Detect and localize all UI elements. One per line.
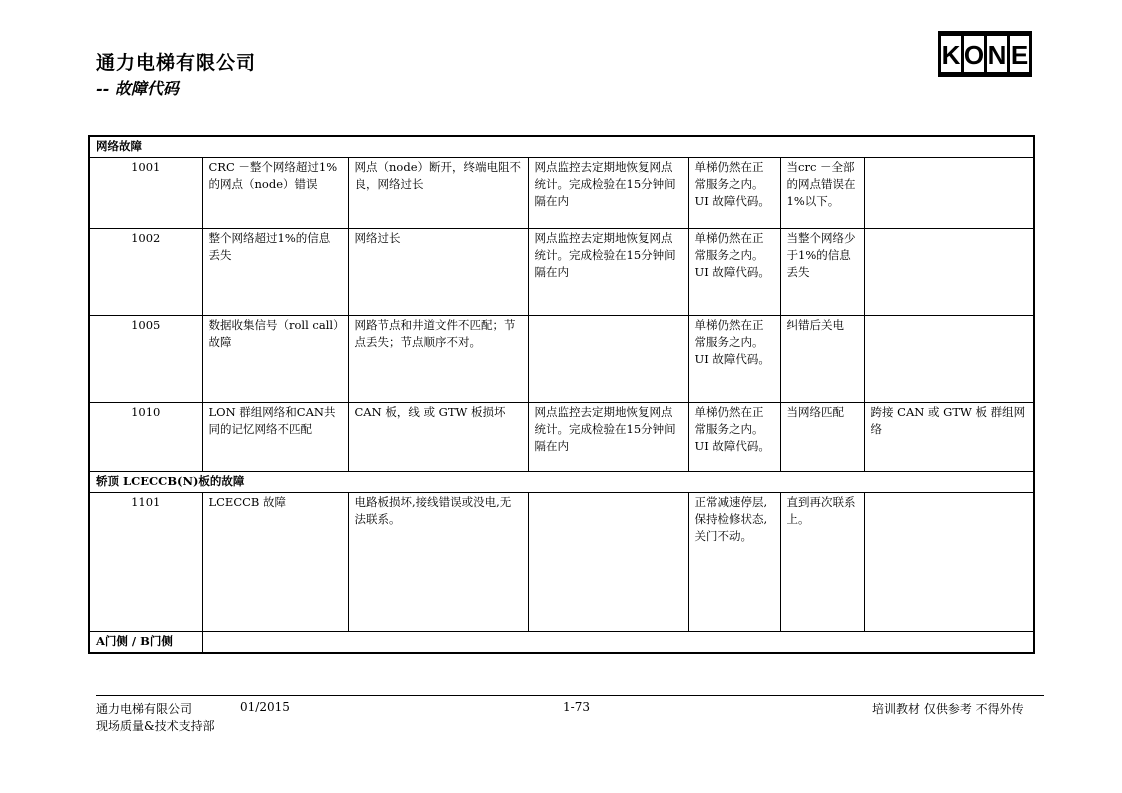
fault-note: [864, 158, 1034, 229]
fault-note: 跨接 CAN 或 GTW 板 群组网络: [864, 403, 1034, 472]
fault-code: 1001: [89, 158, 202, 229]
fault-code: 1010: [89, 403, 202, 472]
fault-code: 1002: [89, 229, 202, 316]
section-header-car-top-board: [89, 472, 1034, 493]
table-row: [89, 316, 1034, 403]
document-subtitle: -- 故障代码: [96, 79, 179, 98]
section-header-network: [89, 136, 1034, 158]
fault-reset: 当整个网络少于1%的信息丢失: [780, 229, 864, 316]
fault-cause: 电路板损坏,接线错误或没电,无法联系。: [348, 493, 528, 632]
svg-text:N: N: [987, 40, 1007, 70]
fault-note: [864, 229, 1034, 316]
svg-text:K: K: [941, 40, 961, 70]
table-row: [89, 493, 1034, 632]
fault-effect: 单梯仍然在正常服务之内。UI 故障代码。: [688, 403, 780, 472]
fault-name: CRC －整个网络超过1%的网点（node）错误: [202, 158, 348, 229]
fault-effect: 单梯仍然在正常服务之内。UI 故障代码。: [688, 229, 780, 316]
table-row: [89, 403, 1034, 472]
fault-name: LON 群组网络和CAN共同的记忆网络不匹配: [202, 403, 348, 472]
section-title: A门侧 / B门侧: [89, 632, 202, 654]
fault-cause: 网络过长: [348, 229, 528, 316]
footer-date: 01/2015: [240, 700, 290, 714]
footer-page-number: 1-73: [563, 700, 590, 714]
fault-name: 整个网络超过1%的信息丢失: [202, 229, 348, 316]
fault-note: [864, 316, 1034, 403]
svg-text:E: E: [1010, 40, 1029, 70]
fault-note: [864, 493, 1034, 632]
fault-code: 1101: [89, 493, 202, 632]
fault-action: 网点监控去定期地恢复网点统计。完成检验在15分钟间隔在内: [528, 403, 688, 472]
kone-logo: [938, 31, 1032, 77]
fault-reset: 当crc －全部的网点错误在1%以下。: [780, 158, 864, 229]
fault-code-table: [88, 135, 1035, 654]
footer-divider: [96, 695, 1044, 696]
footer-confidentiality-note: 培训教材 仅供参考 不得外传: [872, 702, 1024, 716]
kone-logo-mark: [938, 31, 1032, 77]
fault-name: LCECCB 故障: [202, 493, 348, 632]
section-header-door-side: [89, 632, 1034, 654]
footer-department: 现场质量&技术支持部: [96, 719, 215, 733]
section-empty-cell: [202, 632, 1034, 654]
fault-reset: 纠错后关电: [780, 316, 864, 403]
fault-action: 网点监控去定期地恢复网点统计。完成检验在15分钟间隔在内: [528, 158, 688, 229]
fault-effect: 单梯仍然在正常服务之内。UI 故障代码。: [688, 158, 780, 229]
table-row: [89, 158, 1034, 229]
fault-action: 网点监控去定期地恢复网点统计。完成检验在15分钟间隔在内: [528, 229, 688, 316]
fault-effect: 正常减速停层,保持检修状态,关门不动。: [688, 493, 780, 632]
fault-name: 数据收集信号（roll call）故障: [202, 316, 348, 403]
section-title: 轿顶 LCECCB(N)板的故障: [89, 472, 1034, 493]
fault-cause: 网点（node）断开，终端电阻不良，网络过长: [348, 158, 528, 229]
fault-cause: 网路节点和井道文件不匹配；节点丢失；节点顺序不对。: [348, 316, 528, 403]
fault-reset: 直到再次联系上。: [780, 493, 864, 632]
fault-reset: 当网络匹配: [780, 403, 864, 472]
company-title: 通力电梯有限公司: [96, 52, 257, 74]
footer-company: 通力电梯有限公司: [96, 702, 193, 716]
fault-action: [528, 493, 688, 632]
section-title: 网络故障: [89, 136, 1034, 158]
table-row: [89, 229, 1034, 316]
fault-action: [528, 316, 688, 403]
fault-code: 1005: [89, 316, 202, 403]
svg-text:O: O: [963, 40, 985, 70]
fault-effect: 单梯仍然在正常服务之内。UI 故障代码。: [688, 316, 780, 403]
fault-cause: CAN 板，线 或 GTW 板损坏: [348, 403, 528, 472]
